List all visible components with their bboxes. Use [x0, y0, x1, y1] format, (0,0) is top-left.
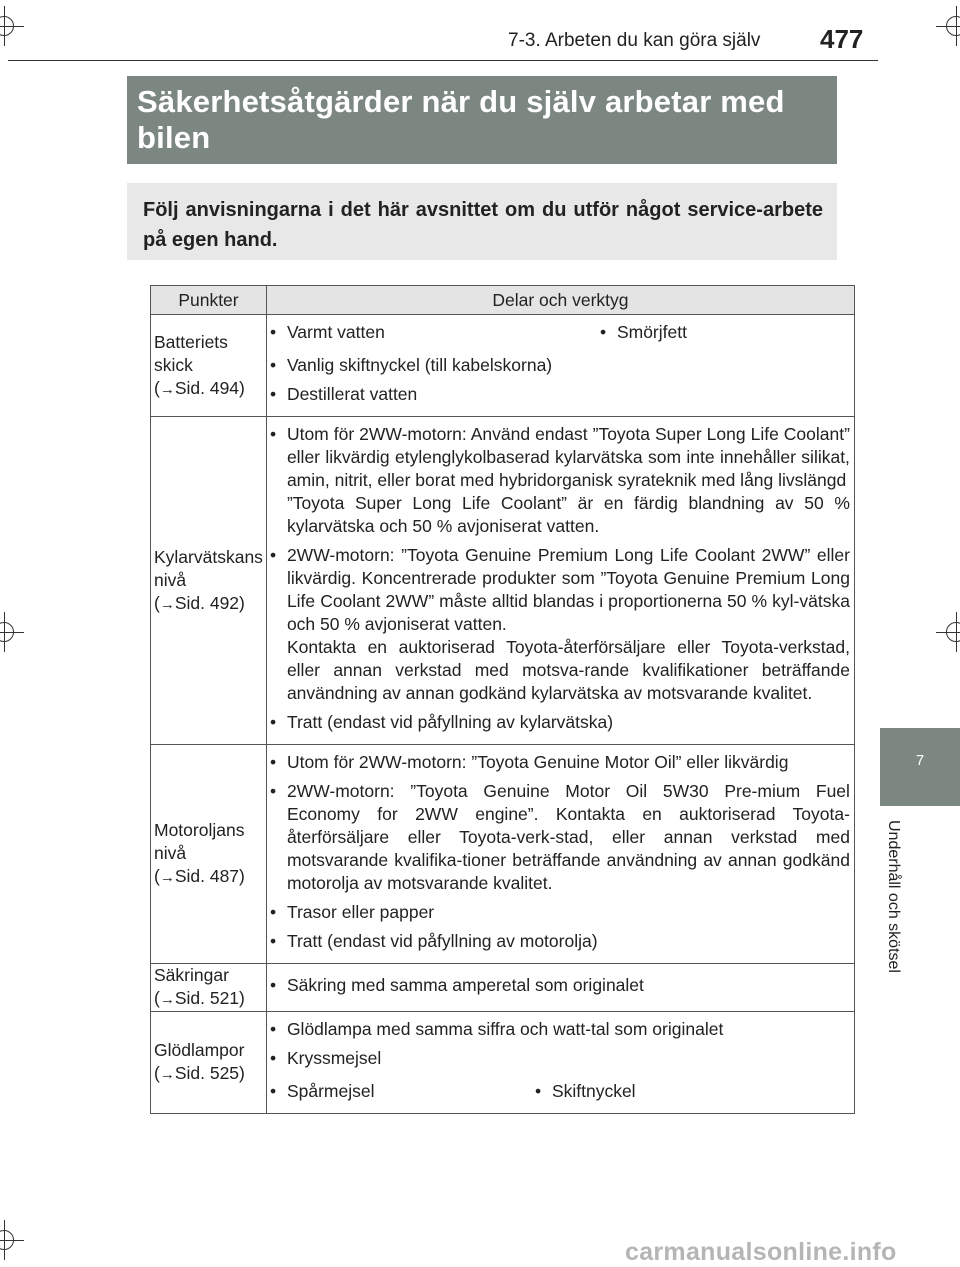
registration-mark-top-right [936, 6, 960, 46]
point-ref: (→Sid. 494) [154, 377, 245, 398]
tools-cell [266, 1012, 854, 1114]
point-cell [151, 964, 267, 1012]
point-cell [151, 315, 267, 417]
list-item: • Tratt (endast vid påfyllning av kylarvätska) [269, 712, 614, 732]
list-item: • 2WW-motorn: ”Toyota Genuine Premium Long Life Coolant 2WW” eller likvärdig. Koncentrerade produkter som ”Toyota Genuine Premium Long Life Coolant 2WW” måste alltid blandas i proportionerna 50 % kyl-vätska och 50 % avjoniserat vatten. Kontakta en auktoriserad Toyota-återförsäljare eller Toyota-verkstad, eller annan verkstad med motsva-rande kvalifikationer beträffande användning av annan godkänd kylarvätska av motsvarande kvalitet. [269, 545, 850, 703]
page-ref: Sid. 525 [174, 1063, 240, 1083]
point-name: Motoroljans nivå [154, 820, 245, 863]
table-row [151, 1012, 855, 1114]
registration-mark-top-left [0, 6, 24, 46]
header-rule [8, 60, 878, 61]
header-point: Punkter [151, 286, 267, 315]
section-label: 7-3. Arbeten du kan göra själv [508, 30, 761, 51]
list-item: • Utom för 2WW-motorn: ”Toyota Genuine Motor Oil” eller likvärdig [269, 752, 789, 772]
point-cell [151, 745, 267, 964]
bullet-pair [270, 317, 850, 350]
page-ref: Sid. 521 [174, 988, 240, 1008]
intro-box [127, 183, 837, 260]
list-item: • Säkring med samma amperetal som originalet [269, 975, 644, 995]
list-item: • Glödlampa med samma siffra och watt-tal som originalet [269, 1019, 724, 1039]
point-cell [151, 1012, 267, 1114]
tools-cell [266, 315, 854, 417]
tools-cell [266, 964, 854, 1012]
watermark: carmanualsonline.info [625, 1238, 897, 1266]
point-name: Kylarvätskans nivå [154, 546, 263, 590]
table-row [151, 315, 855, 417]
parts-tools-table [150, 285, 855, 1114]
page-title: Säkerhetsåtgärder när du själv arbetar med bilen [137, 84, 785, 155]
table-row [151, 964, 855, 1012]
table-row [151, 745, 855, 964]
tools-cell [266, 745, 854, 964]
point-name: Säkringar [154, 965, 229, 985]
header-tools: Delar och verktyg [266, 286, 854, 315]
page-ref: Sid. 494 [174, 377, 240, 398]
arrow-icon: → [159, 595, 175, 613]
table-row [151, 417, 855, 745]
list-item: • Vanlig skiftnyckel (till kabelskorna) [269, 355, 553, 375]
registration-mark-mid-right [936, 612, 960, 652]
point-cell [151, 417, 267, 745]
chapter-title-vertical [880, 820, 914, 1010]
arrow-icon: → [159, 869, 175, 886]
arrow-icon: → [159, 380, 175, 398]
list-item: • Skiftnyckel [534, 1081, 636, 1101]
title-banner [127, 76, 837, 164]
list-item: • Kryssmejsel [269, 1048, 382, 1068]
page-ref: Sid. 492 [174, 592, 240, 613]
arrow-icon: → [159, 1066, 175, 1083]
point-name: Glödlampor [154, 1040, 245, 1060]
chapter-number: 7 [915, 752, 925, 769]
chapter-title: Underhåll och skötsel [885, 820, 902, 973]
page-ref: Sid. 487 [174, 866, 240, 886]
point-ref: (→Sid. 487) [154, 866, 245, 886]
list-item: • Varmt vatten [269, 322, 385, 342]
list-item: • Smörjfett [599, 322, 687, 342]
registration-mark-bottom-left [0, 1220, 24, 1260]
arrow-icon: → [159, 991, 175, 1008]
point-name: Batteriets skick [154, 331, 228, 375]
list-item: • Spårmejsel [269, 1081, 375, 1101]
list-item: • Utom för 2WW-motorn: Använd endast ”Toyota Super Long Life Coolant” eller likvärdig etylenglykolbaserad kylarvätska som inte innehåller silikat, amin, nitrit, eller borat med hybridorganisk syrateknik med lång livslängd ”Toyota Super Long Life Coolant” är en färdig blandning av 50 % kylarvätska och 50 % avjoniserat vatten. [269, 424, 850, 536]
page-number: 477 [820, 24, 864, 54]
registration-mark-mid-left [0, 612, 24, 652]
point-ref: (→Sid. 521) [154, 988, 245, 1008]
table-header-row [151, 286, 855, 315]
intro-text: Följ anvisningarna i det här avsnittet om du utför något service-arbete på egen hand. [143, 199, 823, 251]
point-ref: (→Sid. 492) [154, 592, 245, 613]
chapter-tab [880, 728, 960, 806]
tools-cell [266, 417, 854, 745]
list-item: • Destillerat vatten [269, 384, 418, 404]
list-item: • Trasor eller papper [269, 902, 435, 922]
list-item: • 2WW-motorn: ”Toyota Genuine Motor Oil 5W30 Pre-mium Fuel Economy for 2WW engine”. Kontakta en auktoriserad Toyota-återförsäljare eller Toyota-verk-stad, eller annan verkstad med motsvarande kvalifika-tioner beträffande användning av annan godkänd motorolja av motsvarande kvalitet. [269, 781, 850, 893]
point-ref: (→Sid. 525) [154, 1063, 245, 1083]
bullet-pair [270, 1076, 850, 1109]
list-item: • Tratt (endast vid påfyllning av motorolja) [269, 931, 598, 951]
